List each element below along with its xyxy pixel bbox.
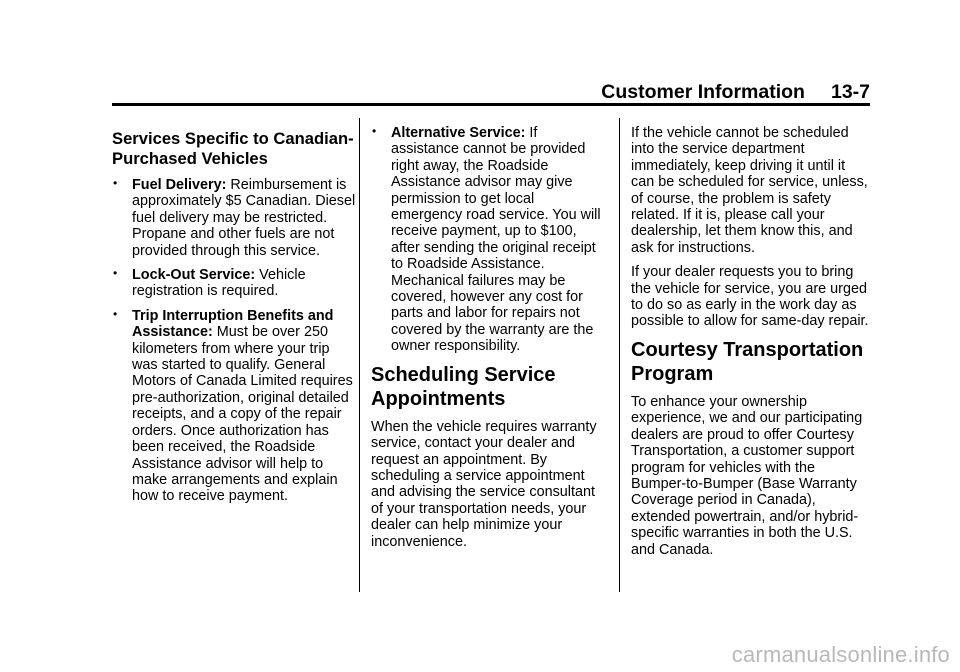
list-item xyxy=(112,308,356,505)
item-label: Alternative Service: xyxy=(391,125,526,141)
page-number: 13-7 xyxy=(830,81,870,103)
canadian-services-list xyxy=(112,177,356,505)
body-paragraph: If the vehicle cannot be scheduled into the service department immediately, keep driving it until it can be scheduled for service, unless, of course, the problem is safety related. If it is, please call your dealership, let them know this, and ask for instructions. xyxy=(631,125,868,256)
bullet-icon: • xyxy=(372,124,377,138)
watermark: carmanualsonline.info xyxy=(731,642,950,667)
alternative-service-list xyxy=(371,125,609,355)
bullet-icon: • xyxy=(113,176,118,190)
section-heading-canadian-services: Services Specific to Canadian-Purchased Vehicles xyxy=(112,129,354,168)
item-text: Reimbursement is approximately $5 Canadian. Diesel fuel delivery may be restricted. Propane and other fuels are not provided through this service. xyxy=(132,177,356,259)
item-label: Fuel Delivery: xyxy=(132,177,227,193)
column-right xyxy=(631,125,869,566)
column-left xyxy=(112,125,356,513)
header-rule xyxy=(112,103,870,106)
section-title: Customer Information xyxy=(601,81,805,103)
bullet-icon: • xyxy=(113,266,118,281)
list-item xyxy=(112,177,356,259)
list-item xyxy=(371,125,609,355)
item-label: Trip Interruption Benefits and Assistance: xyxy=(132,307,334,341)
section-heading-scheduling: Scheduling Service Appointments xyxy=(371,363,556,410)
body-paragraph: To enhance your ownership experience, we and our participating dealers are proud to offer Courtesy Transportation, a customer support program for vehicles with the Bumper-to-Bumper (Base Warranty Coverage period in Canada), extended powertrain, and/or hybrid-specific warranties in both the U.S. and Canada. xyxy=(631,393,863,558)
list-item xyxy=(112,267,356,300)
section-heading-courtesy-transportation: Courtesy Transportation Program xyxy=(631,338,864,385)
item-label: Lock-Out Service: xyxy=(132,267,256,284)
body-paragraph: When the vehicle requires warranty service, contact your dealer and request an appointment. By scheduling a service appointment and advising the service consultant of your transportation needs, your dealer can help minimize your inconvenience. xyxy=(371,418,597,550)
item-text: Must be over 250 kilometers from where your trip was started to qualify. General Motors of Canada Limited requires pre-authorization, original detailed receipts, and a copy of the repair orders. Once authorization has been received, the Roadside Assistance advisor will help to make arrangements and explain how to receive payment. xyxy=(132,324,353,505)
body-paragraph: If your dealer requests you to bring the vehicle for service, you are urged to do so as early in the work day as possible to allow for same-day repair. xyxy=(631,264,869,330)
column-divider xyxy=(619,118,620,592)
item-text: If assistance cannot be provided right away, the Roadside Assistance advisor may give permission to get local emergency road service. You will receive payment, up to $100, after sending the original receipt to Roadside Assistance. Mechanical failures may be covered, however any cost for parts and labor for repairs not covered by the warranty are the owner responsibility. xyxy=(391,125,601,355)
column-divider xyxy=(359,118,360,592)
column-middle xyxy=(371,125,609,558)
item-text: Vehicle registration is required. xyxy=(132,267,306,300)
bullet-icon: • xyxy=(113,306,118,321)
